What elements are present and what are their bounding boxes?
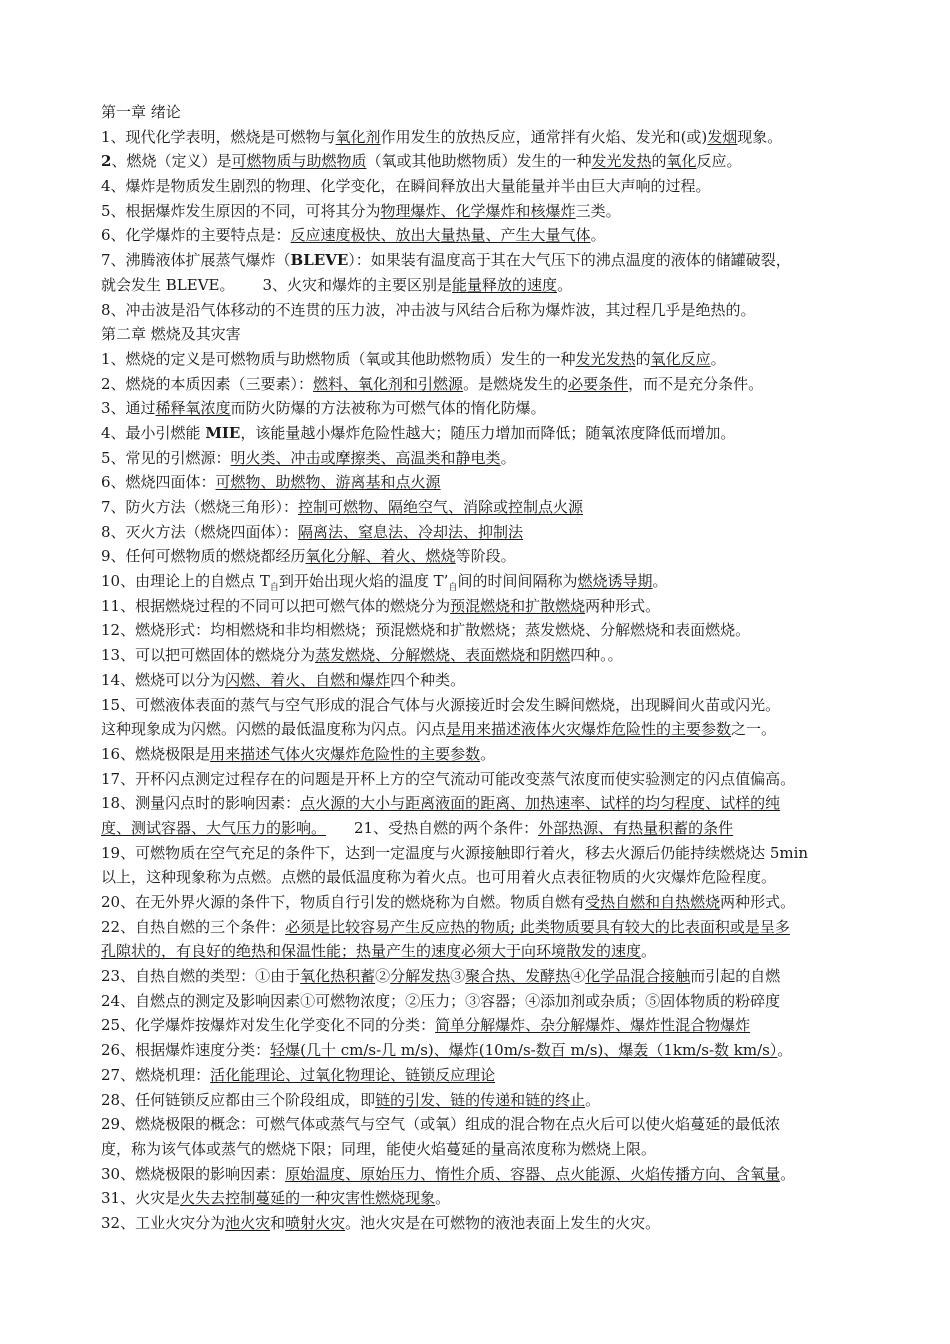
ch1-item-4: 4、爆炸是物质发生剧烈的物理、化学变化，在瞬间释放出大量能量并半由巨大声响的过程。 — [101, 177, 711, 196]
chapter-1-title: 第一章 绪论 — [101, 103, 181, 121]
ch1-item-2: 2、燃烧（定义）是可燃物质与助燃物质（氧或其他助燃物质）发生的一种发光发热的氧化反应。 — [101, 152, 742, 171]
ch2-item-15b: 这种现象成为闪燃。闪燃的最低温度称为闪点。闪点是用来描述液体火灾爆炸危险性的主要参数之一。 — [101, 720, 777, 739]
ch2-item-19a: 19、可燃物质在空气充足的条件下，达到一定温度与火源接触即行着火，移去火源后仍能持续燃烧达 5min — [101, 843, 809, 862]
ch2-item-20: 20、在无外界火源的条件下，物质自行引发的燃烧称为自燃。物质自燃有受热自燃和自热燃烧两种形式。 — [101, 893, 796, 911]
ch2-item-32: 32、工业火灾分为池火灾和喷射火灾。池火灾是在可燃物的液池表面上发生的火灾。 — [101, 1213, 661, 1232]
ch2-item-29a: 29、燃烧极限的概念：可燃气体或蒸气与空气（或氧）组成的混合物在点火后可以使火焰蔓延的最低浓 — [101, 1115, 781, 1134]
ch1-item-7a: 7、沸腾液体扩展蒸气爆炸（BLEVE）：如果装有温度高于其在大气压下的沸点温度的液体的储罐破裂， — [101, 251, 791, 270]
ch2-item-13: 13、可以把可燃固体的燃烧分为蒸发燃烧、分解燃烧、表面燃烧和阴燃四种。。 — [101, 646, 623, 665]
ch2-item-1: 1、燃烧的定义是可燃物质与助燃物质（氧或其他助燃物质）发生的一种发光发热的氧化反应。 — [101, 349, 726, 368]
document-page — [101, 100, 861, 1236]
ch2-item-16: 16、燃烧极限是用来描述气体火灾爆炸危险性的主要参数。 — [101, 744, 496, 763]
chapter-2-title: 第二章 燃烧及其灾害 — [101, 325, 241, 344]
ch2-item-23: 23、自热自燃的类型：①由于氧化热积蓄②分解发热③聚合热、发酵热④化学品混合接触而引起的自燃 — [101, 967, 781, 986]
ch2-item-28: 28、任何链锁反应都由三个阶段组成，即链的引发、链的传递和链的终止。 — [101, 1090, 601, 1109]
ch2-item-30: 30、燃烧极限的影响因素：原始温度、原始压力、惰性介质、容器、点火能源、火焰传播方向、含氧量。 — [101, 1164, 796, 1183]
ch2-item-2: 2、燃烧的本质因素（三要素）：燃料、氧化剂和引燃源。是燃烧发生的必要条件，而不是充分条件。 — [101, 374, 764, 393]
ch2-item-7: 7、防火方法（燃烧三角形）：控制可燃物、隔绝空气、消除或控制点火源 — [101, 498, 584, 516]
ch2-item-25: 25、化学爆炸按爆炸对发生化学变化不同的分类：简单分解爆炸、杂分解爆炸、爆炸性混合物爆炸 — [101, 1016, 751, 1035]
ch1-item-6: 6、化学爆炸的主要特点是：反应速度极快、放出大量热量、产生大量气体。 — [101, 226, 606, 245]
ch2-item-5: 5、常见的引燃源：明火类、冲击或摩擦类、高温类和静电类。 — [101, 448, 516, 467]
ch2-item-26: 26、根据爆炸速度分类：轻爆(几十 cm/s-几 m/s)、爆炸(10m/s-数百 m/s)、爆轰（1km/s-数 km/s）。 — [101, 1041, 793, 1060]
ch1-item-1: 1、现代化学表明，燃烧是可燃物与氧化剂作用发生的放热反应，通常拌有火焰、发光和(或)发烟现象。 — [101, 127, 783, 146]
ch2-item-11: 11、根据燃烧过程的不同可以把可燃气体的燃烧分为预混燃烧和扩散燃烧两种形式。 — [101, 596, 661, 615]
ch2-item-29b: 度，称为该气体或蒸气的燃烧下限；同理，能使火焰蔓延的量高浓度称为燃烧上限。 — [101, 1139, 657, 1158]
ch2-item-18b: 度、测试容器、大气压力的影响。 21、受热自燃的两个条件：外部热源、有热量积蓄的条件 — [101, 818, 734, 837]
ch2-item-4: 4、最小引燃能 MIE，该能量越小爆炸危险性越大；随压力增加而降低；随氧浓度降低而增加。 — [101, 423, 736, 442]
ch2-item-14: 14、燃烧可以分为闪燃、着火、自燃和爆炸四个种类。 — [101, 670, 466, 689]
ch2-item-8: 8、灭火方法（燃烧四面体）：隔离法、窒息法、冷却法、抑制法 — [101, 522, 524, 541]
ch1-item-5: 5、根据爆炸发生原因的不同，可将其分为物理爆炸、化学爆炸和核爆炸三类。 — [101, 201, 621, 220]
ch2-item-19b: 以上，这种现象称为点燃。点燃的最低温度称为着火点。也可用着火点表征物质的火灾爆炸危险程度。 — [101, 868, 777, 887]
ch2-item-22b: 孔隙状的，有良好的绝热和保温性能；热量产生的速度必须大于向环境散发的速度。 — [101, 942, 657, 961]
ch2-item-12: 12、燃烧形式：均相燃烧和非均相燃烧；预混燃烧和扩散燃烧；蒸发燃烧、分解燃烧和表面燃烧。 — [101, 621, 751, 640]
ch2-item-10: 10、由理论上的自燃点 $T_自$到开始出现火焰的温度 $T’_自$间的时间间隔称为燃烧诱导期。 — [101, 572, 668, 594]
ch2-item-9: 9、任何可燃物质的燃烧都经历氧化分解、着火、燃烧等阶段。 — [101, 547, 516, 566]
ch2-item-27: 27、燃烧机理：活化能理论、过氧化物理论、链锁反应理论 — [101, 1065, 496, 1084]
ch2-item-18a: 18、测量闪点时的影响因素：点火源的大小与距离液面的距离、加热速率、试样的均匀程度、试样的纯 — [101, 794, 781, 813]
ch2-item-3: 3、通过稀释氧浓度而防火防爆的方法被称为可燃气体的惰化防爆。 — [101, 399, 546, 418]
ch2-item-6: 6、燃烧四面体：可燃物、助燃物、游离基和点火源 — [101, 473, 441, 492]
ch1-item-7b: 就会发生 BLEVE。 3、火灾和爆炸的主要区别是能量释放的速度。 — [101, 275, 573, 294]
ch1-item-8: 8、冲击波是沿气体移动的不连贯的压力波，冲击波与风结合后称为爆炸波，其过程几乎是绝热的。 — [101, 300, 756, 319]
ch2-item-31: 31、火灾是火失去控制蔓延的一种灾害性燃烧现象。 — [101, 1189, 451, 1208]
ch2-item-24: 24、自燃点的测定及影响因素①可燃物浓度；②压力；③容器；④添加剂或杂质；⑤固体物质的粉碎度 — [101, 991, 781, 1010]
ch2-item-15a: 15、可燃液体表面的蒸气与空气形成的混合气体与火源接近时会发生瞬间燃烧，出现瞬间火苗或闪光。 — [101, 695, 781, 714]
ch2-item-17: 17、开杯闪点测定过程存在的问题是开杯上方的空气流动可能改变蒸气浓度而使实验测定的闪点值偏高。 — [101, 769, 796, 788]
ch2-item-22a: 22、自热自燃的三个条件：必须是比较容易产生反应热的物质; 此类物质要具有较大的比表面积或是呈多 — [101, 917, 790, 936]
